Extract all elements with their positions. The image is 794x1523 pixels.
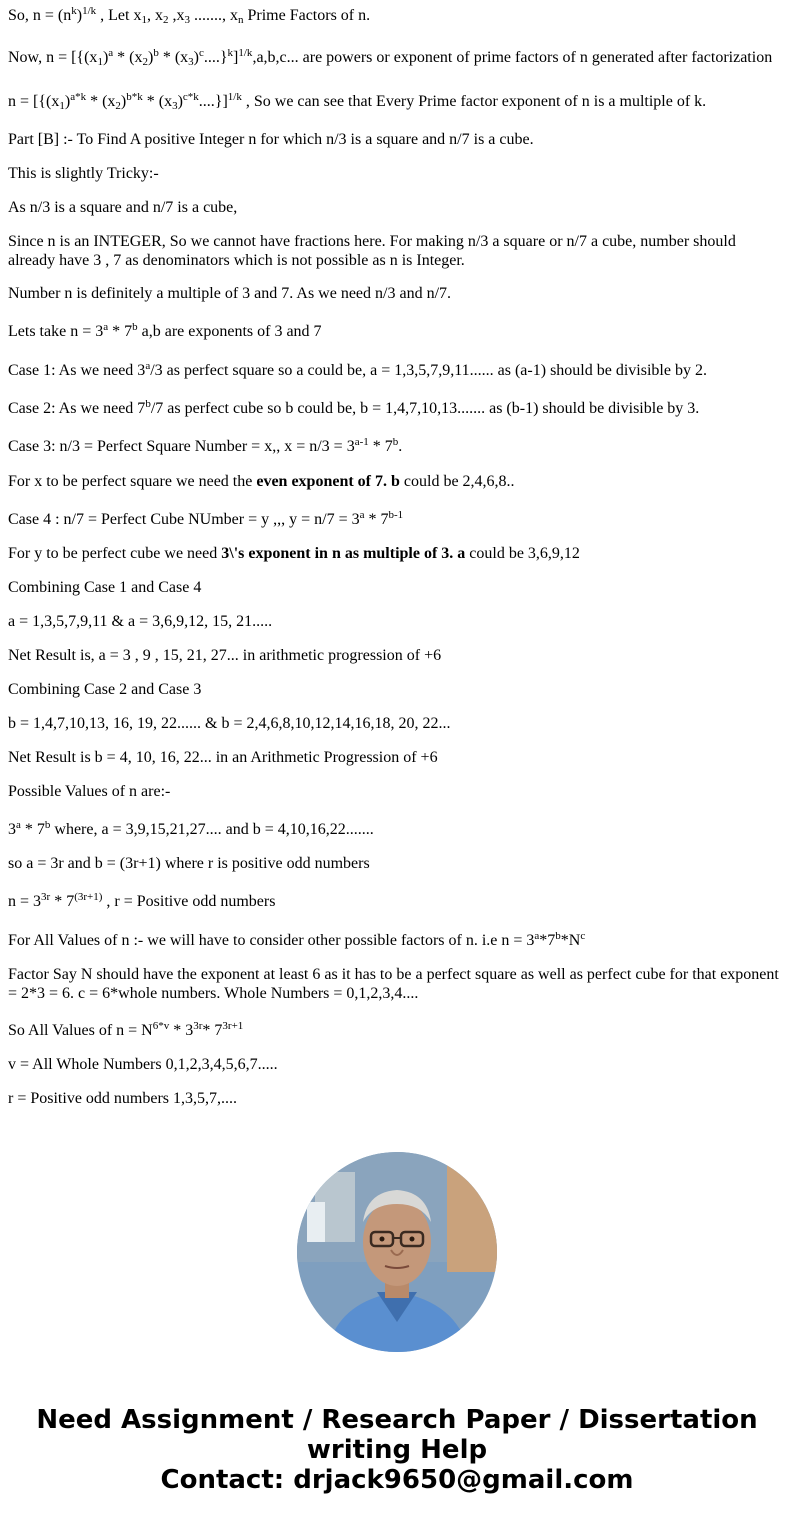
superscript: b	[153, 47, 159, 59]
text-run: Net Result is, a = 3 , 9 , 15, 21, 27... in arithmetic progression of +6	[8, 647, 442, 664]
text-run: ....}	[203, 49, 228, 66]
text-run: ,a,b,c... are powers or exponent of prime factors of n generated after factorization	[252, 49, 773, 66]
text-run: , Let x	[96, 7, 142, 24]
text-run: * 7	[108, 323, 133, 340]
superscript: a	[16, 819, 21, 831]
subscript: 2	[142, 56, 148, 68]
superscript: b	[555, 930, 561, 942]
text-run: Prime Factors of n.	[243, 7, 371, 24]
text-run: , So we can see that Every Prime factor exponent of n is a multiple of k.	[241, 93, 707, 110]
superscript: a*k	[70, 91, 87, 103]
text-run: 3	[8, 821, 16, 838]
text-line	[8, 965, 786, 1003]
subscript: 1	[97, 56, 103, 68]
superscript: 3r	[193, 1020, 203, 1032]
text-run: ]	[233, 49, 239, 66]
text-run: where, a = 3,9,15,21,27.... and b = 4,10,16,22.......	[50, 821, 374, 838]
superscript: 1/k	[227, 91, 242, 103]
text-line	[8, 1089, 786, 1108]
text-line	[8, 322, 786, 341]
text-line	[8, 130, 786, 149]
superscript: a	[359, 509, 365, 521]
text-run: Number n is definitely a multiple of 3 and 7. As we need n/3 and n/7.	[8, 285, 452, 302]
superscript: b	[44, 819, 51, 831]
superscript: 3r	[41, 891, 51, 903]
text-run: )	[76, 7, 83, 24]
text-run: Lets take n = 3	[8, 323, 104, 340]
text-line	[8, 854, 786, 873]
text-line	[8, 892, 786, 911]
subscript: 3	[172, 100, 178, 112]
text-run: could be 2,4,6,8..	[399, 473, 515, 490]
subscript: 2	[162, 14, 169, 26]
text-run: * 7	[368, 438, 393, 455]
text-run: )	[102, 49, 109, 66]
text-run: )	[177, 93, 183, 110]
text-line	[8, 680, 786, 699]
text-run: ......., x	[189, 7, 238, 24]
subscript: 1	[59, 100, 65, 112]
superscript: c	[198, 47, 204, 59]
superscript: c	[580, 930, 586, 942]
text-run: b = 1,4,7,10,13, 16, 19, 22...... & b = 2,4,6,8,10,12,14,16,18, 20, 22...	[8, 715, 451, 732]
superscript: (3r+1)	[74, 891, 103, 903]
subscript: 3	[188, 56, 194, 68]
text-run: * (x	[142, 93, 173, 110]
subscript: 2	[115, 100, 121, 112]
text-run: Part [B] :- To Find A positive Integer n for which n/3 is a square and n/7 is a cube.	[8, 131, 534, 148]
text-line	[8, 646, 786, 665]
text-line	[8, 164, 786, 183]
text-line	[8, 232, 786, 270]
cta-line-1: Need Assignment / Research Paper / Dissertation	[36, 1405, 758, 1435]
superscript: a	[145, 360, 151, 372]
text-run: * 7	[20, 821, 45, 838]
text-run: * 3	[169, 1022, 194, 1039]
text-run: a = 1,3,5,7,9,11 & a = 3,6,9,12, 15, 21.....	[8, 613, 273, 630]
text-run: Case 2: As we need 7	[8, 400, 146, 417]
text-run: , x	[146, 7, 163, 24]
text-run: v = All Whole Numbers 0,1,2,3,4,5,6,7.....	[8, 1056, 278, 1073]
text-line	[8, 714, 786, 733]
text-line	[8, 782, 786, 801]
text-line	[8, 544, 786, 563]
text-run: n = [{(x	[8, 93, 60, 110]
text-run: so a = 3r and b = (3r+1) where r is positive odd numbers	[8, 855, 370, 872]
text-run: )	[120, 93, 127, 110]
superscript: a	[534, 930, 540, 942]
text-run: ....}]	[198, 93, 228, 110]
text-line	[8, 1055, 786, 1074]
text-run: Combining Case 2 and Case 3	[8, 681, 202, 698]
text-run: ,x	[168, 7, 185, 24]
contact-banner	[0, 1405, 794, 1495]
superscript: k	[71, 5, 77, 17]
text-run: As n/3 is a square and n/7 is a cube,	[8, 199, 238, 216]
superscript: a	[108, 47, 114, 59]
superscript: b-1	[388, 509, 404, 521]
author-avatar	[297, 1152, 497, 1352]
text-run: Case 3: n/3 = Perfect Square Number = x,, x = n/3 = 3	[8, 438, 355, 455]
text-run: )	[147, 49, 154, 66]
text-run: Possible Values of n are:-	[8, 783, 171, 800]
text-line	[8, 399, 786, 418]
text-line	[8, 748, 786, 767]
text-run: Factor Say N should have the exponent at least 6 as it has to be a perfect square as well as perfect cube for that exponent = 2*3 = 6. c = 6*whole numbers. Whole Numbers = 0,1,2,3,4....	[8, 966, 779, 1002]
text-line	[8, 198, 786, 217]
text-run: For y to be perfect cube we need	[8, 545, 222, 562]
superscript: 1/k	[238, 47, 253, 59]
text-run: Combining Case 1 and Case 4	[8, 579, 202, 596]
text-run: /7 as perfect cube so b could be, b = 1,4,7,10,13....... as (b-1) should be divisible by 3.	[150, 400, 700, 417]
text-run: For All Values of n :- we will have to consider other possible factors of n. i.e n = 3	[8, 932, 535, 949]
bold-text: 3\'s exponent in n as multiple of 3. a	[221, 545, 466, 562]
text-line	[8, 1021, 786, 1040]
text-run: * 7	[202, 1022, 223, 1039]
text-line	[8, 931, 786, 950]
text-run: * 7	[364, 511, 389, 528]
text-run: )	[64, 93, 71, 110]
text-run: Since n is an INTEGER, So we cannot have fractions here. For making n/3 a square or n/7 a cube, number should already have 3 , 7 as denominators which is not possible as n is Integer.	[8, 233, 736, 269]
text-run: a,b are exponents of 3 and 7	[137, 323, 322, 340]
text-line	[8, 361, 786, 380]
subscript: 3	[184, 14, 190, 26]
superscript: a	[103, 321, 109, 333]
text-run: n = 3	[8, 893, 42, 910]
text-run: *N	[560, 932, 581, 949]
cta-line-3: Contact: drjack9650@gmail.com	[160, 1465, 634, 1495]
superscript: 3r+1	[222, 1020, 244, 1032]
text-run: This is slightly Tricky:-	[8, 165, 159, 182]
text-run: * (x	[86, 93, 116, 110]
text-run: * (x	[113, 49, 143, 66]
text-run: Net Result is b = 4, 10, 16, 22... in an Arithmetic Progression of +6	[8, 749, 438, 766]
superscript: b	[132, 321, 138, 333]
text-run: r = Positive odd numbers 1,3,5,7,....	[8, 1090, 238, 1107]
superscript: b*k	[126, 91, 143, 103]
text-line	[8, 6, 786, 25]
text-run: /3 as perfect square so a could be, a = 1,3,5,7,9,11...... as (a-1) should be divisible by 2.	[150, 362, 707, 379]
text-run: Now, n = [{(x	[8, 49, 98, 66]
text-run: could be 3,6,9,12	[465, 545, 580, 562]
author-photo	[297, 1152, 497, 1352]
text-run: * (x	[158, 49, 189, 66]
superscript: c*k	[182, 91, 199, 103]
text-line	[8, 284, 786, 303]
text-line	[8, 472, 786, 491]
text-run: * 7	[50, 893, 75, 910]
text-run: Case 1: As we need 3	[8, 362, 146, 379]
superscript: a-1	[354, 436, 369, 448]
text-run: So, n = (n	[8, 7, 72, 24]
text-run: So All Values of n = N	[8, 1022, 153, 1039]
text-line	[8, 437, 786, 456]
text-line	[8, 92, 786, 111]
bold-text: even exponent of 7. b	[256, 473, 400, 490]
text-run: For x to be perfect square we need the	[8, 473, 257, 490]
superscript: k	[227, 47, 234, 59]
superscript: b	[392, 436, 399, 448]
superscript: 1/k	[82, 5, 97, 17]
subscript: 1	[141, 14, 147, 26]
text-line	[8, 510, 786, 529]
superscript: 6*v	[152, 1020, 170, 1032]
text-run: *7	[539, 932, 556, 949]
text-line	[8, 48, 786, 67]
text-run: Case 4 : n/7 = Perfect Cube NUmber = y ,,, y = n/7 = 3	[8, 511, 360, 528]
text-line	[8, 612, 786, 631]
cta-line-2: writing Help	[306, 1435, 488, 1465]
text-line	[8, 820, 786, 839]
text-run: )	[193, 49, 199, 66]
text-run: .	[398, 438, 403, 455]
subscript: n	[237, 14, 244, 26]
text-line	[8, 578, 786, 597]
text-run: , r = Positive odd numbers	[102, 893, 276, 910]
superscript: b	[145, 398, 151, 410]
